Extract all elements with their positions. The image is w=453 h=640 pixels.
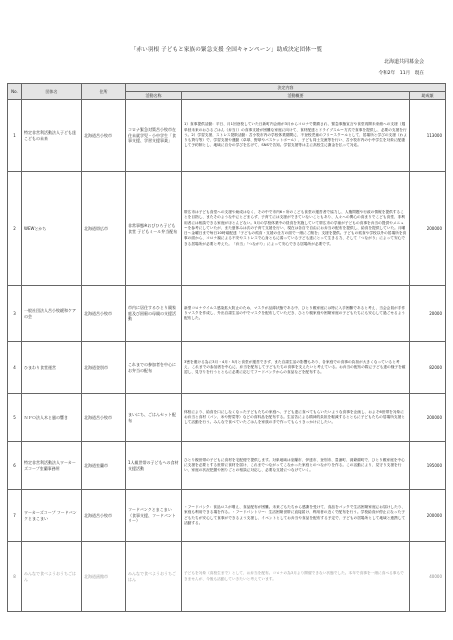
row-amount: 113000	[410, 100, 446, 172]
row-no: 7	[8, 490, 22, 542]
row-name: 一般社団法人苫小牧緩和ケアの会	[22, 286, 82, 342]
document-title: 「赤い羽根 子どもと家族の緊急支援 全国キャンペーン」助成決定団体一覧	[130, 47, 323, 53]
row-name: みんなで食べようおうちごはん	[22, 542, 82, 612]
row-no: 6	[8, 442, 22, 490]
row-no: 5	[8, 394, 22, 442]
table-row	[8, 286, 446, 342]
header-group-row	[8, 84, 446, 92]
row-activity: これまでの参加者を中心にお弁当の配布	[126, 342, 182, 394]
row-address: 北海道登別市	[82, 342, 126, 394]
row-detail: 休校により、給食を口にしなくなった子どもたちの家庭へ、子ども達に食べてもらいたいような食事を企画し、およそ6世帯を対象にお弁当と食材（パン、米や野菜等）などの食料品を配布する。生活苦による精神的負担を軽減するとともに子どもたちの居場所支援として活動を行う。みんなで食べていたごはんを家族の手で作ってもらうきっかけにしたい。	[182, 394, 410, 442]
row-detail: 新型コロナウイルス感染拡大防止のため、マスクが品薄状態である中、ひとり親家庭には特に入手困難であると考え、当会会員が手作りマスクを作成し、外出自粛生活の中でマスクを配布していただき、ひとり親家庭や困窮家庭の子どもたちにも安心して過ごせるよう配布した。	[182, 286, 410, 342]
row-address: 北海道室蘭市	[82, 442, 126, 490]
row-no: 3	[8, 286, 22, 342]
table-row	[8, 100, 446, 172]
row-address: 北海道苫小牧市	[82, 394, 126, 442]
row-activity: フードバンクとまこまい（食事支援、フードパントリー）	[126, 490, 182, 542]
row-address: 北海道苫小牧市	[82, 490, 126, 542]
row-name: 特定非営利活動法人子ども達こどもの未来	[22, 100, 82, 172]
header-name: 団体名	[22, 84, 82, 100]
row-detail: 3密を避ける為に3月・4月・5月と食堂が運営できず、また自粛生活の影響もあり、各家庭での食事の負担が大きくなっていると考え、これまでの参加者を中心に、弁当を配布して子どもたちの食事を支えたいと考えている。お弁当の配布の際に子ども達の様子を確認し、見守りを行うとともに必要に応じてフードバンクからの食品などを配布する。	[182, 342, 410, 394]
row-no: 8	[8, 542, 22, 612]
row-address: 北海道帯広市	[82, 172, 126, 286]
table-row	[8, 342, 446, 394]
row-no: 2	[8, 172, 22, 286]
row-activity: 市内に居住するひとり親家庭及び困窮の母親の支援活動	[126, 286, 182, 342]
row-detail: ひとり親世帯の子どもに食材を宅配便で提供します。対象地域は室蘭市、伊達市、登別市、豊浦町、洞爺湖町で、ひとり親家庭を中心に支援を必要とする世帯に食材を届け、これまでつながってこなかった家庭とのつながりを作る。この活動により、見守り支援を行い、家庭の状況把握や困りごとの相談に対応し、必要な支援につなげていく。	[182, 442, 410, 490]
table-row	[8, 172, 446, 286]
row-name: ひまわり食堂運営	[22, 342, 82, 394]
row-amount: 40000	[410, 542, 446, 612]
row-activity: 1人親世帯の子どもへの食材支援活動	[126, 442, 182, 490]
table-row	[8, 490, 446, 542]
row-amount: 82000	[410, 342, 446, 394]
row-name: WEWとかち	[22, 172, 82, 286]
row-amount: 195000	[410, 442, 446, 490]
row-activity: みんなで食べようおうちごはん	[126, 542, 182, 612]
row-detail: ・フードバンク：食品ロスが増え、食品配布が困難。未来ごもたちから感謝を受けて、食品をパックで生活困窮家庭にお届けしたり、家庭も利用できる場を作る。・フードパントリー：生活困窮世帯に直接届け、利用者の近くで配布を行う。学校給食が停止になった子どもたちが安心して食事ができるよう支援し、イベントとしてお弁当や食品を配布する予定で、子どもの居場所として地域と連携して活動する。	[182, 490, 410, 542]
row-detail: 子どもを対象（高校生まで）として、お弁当を配布。コロナの為3月より開催できない状態でした。本年で食事を一緒に食べる事もできませんが、今後も活動していきたいと考えています。	[182, 542, 410, 612]
table-row	[8, 394, 446, 442]
row-amount: 200000	[410, 490, 446, 542]
header-no: No.	[8, 84, 22, 100]
row-detail: 帯広市は子ども食堂への支援や助成はなく、その中で市内6ヶ所のこども食堂の運営者で協力し、人権問題や行政の情報を提供することを目指し、またそのような中にとどまらず、子育てには支援ができていないこともあり、人々への関心の高まりでこども食堂、非利用者には相談できる家庭がほとんどない。5月の学校休業中の昼食を実施していて帯広市の学童が子どもの食事を弁当の提供やメニューを参考にしていたが、また夏休みは次の子育て支援を行い、現在は各自で自由にお弁当の配布を提供し、給食を提供していた。月曜日～金曜日まで毎日10時頃配達「子どもの孤食・支援の仕方の面で一緒にご飯を」支援を提供。子どもの孤食や学校以外の居場所を食事の面から、コロナ禍による不安やストレスで心身ともに弱っている子ども達にとって生きる力、そして「つながり」によって安心できる居場所が必要と考えた。「弁当」「つながり」によって安心できる居場所が必要です。	[182, 172, 410, 286]
table-row	[8, 542, 446, 612]
header-amount: 助成額	[410, 92, 446, 100]
row-address: 北海道苫小牧市	[82, 100, 126, 172]
row-name: ワーカーズコープ フードバンクとまこまい	[22, 490, 82, 542]
row-amount: 200000	[410, 394, 446, 442]
header-detail: 活動概要	[182, 92, 410, 100]
table-row	[8, 442, 446, 490]
row-no: 4	[8, 342, 22, 394]
row-activity: コロナ緊急対策苫小牧市在住未就学児・小中学生「食事支援、学習支援事業」	[126, 100, 182, 172]
row-amount: 200000	[410, 172, 446, 286]
row-address: 北海道函館市	[82, 542, 126, 612]
row-activity: 非常事態※おびひろ子ども食堂 子どもミール弁当配布	[126, 172, 182, 286]
row-activity: まいにち、ごはんセット配布	[126, 394, 182, 442]
row-detail: 1）食事提供活動：平日、月1回登校していた日新町内会館が3月からコロナで閉鎖され、緊急事態宣言や食堂再開未来館への支援（週単回未来のおひるごはん（弁当））の食事支援が困難な家庭に向けて、食材配達とドライブスルー方式で食事を提供し、必要の支援を行う。2）学習支援、ストレス発散活動：苫小牧市内の学校休業期間に、不登校児童のフリースクールとして、居場所と学びの支援（わよりも貸与等）で、学習支援や運動（卓球、野球やバスケットボール）、子ども同士交流等を行い、苫小牧市内の小中学生を対象に配慮して予約制とし、地域に自分の学びを広げて、SNSで告知。学習支援等は主に高校生に謝金を払って対応。	[182, 100, 410, 172]
row-name: ＮＰＯ法人木と風の響き	[22, 394, 82, 442]
row-address: 北海道苫小牧市	[82, 286, 126, 342]
document-date: 令和2年 11月 現在	[378, 71, 424, 76]
header-address: 住所	[82, 84, 126, 100]
header-decision-group: 決定内容	[126, 84, 446, 92]
organization-name: 北海道共同募金会	[383, 59, 424, 65]
header-activity: 活動名称	[126, 92, 182, 100]
row-name: 特定非営利活動法人ワーカーズコープ室蘭事務所	[22, 442, 82, 490]
row-amount: 20000	[410, 286, 446, 342]
row-no: 1	[8, 100, 22, 172]
grant-table	[7, 83, 446, 612]
